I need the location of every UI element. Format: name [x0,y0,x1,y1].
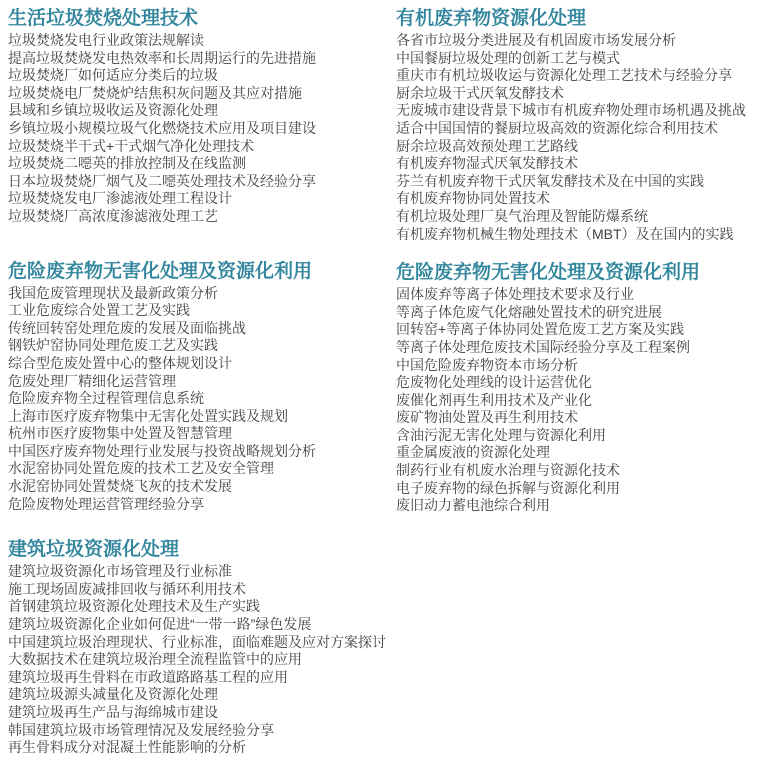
section-title: 危险废弃物无害化处理及资源化利用 [8,260,313,282]
topic-item: 县域和乡镇垃圾收运及资源化处理 [8,102,218,119]
topic-item: 回转窑+等离子体协同处置危废工艺方案及实践 [396,321,685,338]
topic-item: 重庆市有机垃圾收运与资源化处理工艺技术与经验分享 [396,67,732,84]
topic-item: 无废城市建设背景下城市有机废弃物处理市场机遇及挑战 [396,102,746,119]
topic-section [8,259,380,514]
topic-item: 制药行业有机废水治理与资源化技术 [396,462,620,479]
topic-item: 传统回转窑处理危废的发展及面临挑战 [8,319,246,336]
topic-item: 大数据技术在建筑垃圾治理全流程监管中的应用 [8,651,302,668]
topic-section [396,260,764,515]
topic-item: 有机废弃物机械生物处理技术（MBT）及在国内的实践 [396,225,734,242]
topic-item: 危险废弃物全过程管理信息系统 [8,390,204,407]
topic-item: 垃圾焚烧厂高浓度渗滤液处理工艺 [8,207,218,224]
topic-item: 有机废弃物协同处置技术 [396,190,550,207]
topic-item: 废旧动力蓄电池综合利用 [396,497,550,514]
topic-item: 水泥窑协同处置焚烧飞灰的技术发展 [8,478,232,495]
topic-item: 垃圾焚烧电厂焚烧炉结焦积灰问题及其应对措施 [8,84,302,101]
topic-item: 建筑垃圾再生骨料在市政道路路基工程的应用 [8,668,288,685]
topic-item: 综合型危废处置中心的整体规划设计 [8,354,232,371]
topic-item: 电子废弃物的绿色拆解与资源化利用 [396,479,620,496]
topic-item: 含油污泥无害化处理与资源化利用 [396,426,606,443]
topic-section [396,6,764,243]
topic-item: 危废处理厂精细化运营管理 [8,372,176,389]
topic-item: 中国危险废弃物资本市场分析 [396,356,578,373]
topic-item: 垃圾焚烧厂如何适应分类后的垃圾 [8,67,218,84]
topic-item: 中国医疗废弃物处理行业发展与投资战略规划分析 [8,442,316,459]
topic-item: 各省市垃圾分类进展及有机固废市场发展分析 [396,32,676,48]
topic-item: 固体废弃等离子体处理技术要求及行业 [396,286,634,303]
topic-list [8,563,386,757]
topic-item: 工业危废综合处置工艺及实践 [8,302,190,319]
topic-item: 废矿物油处置及再生利用技术 [396,409,578,426]
right-column [384,0,768,765]
topic-item: 等离子体处理危废技术国际经验分享及工程案例 [396,338,690,355]
section-title: 有机废弃物资源化处理 [396,8,587,29]
topic-list [396,32,764,243]
topic-section [8,6,380,226]
topic-item: 钢铁炉窑协同处理危废工艺及实践 [8,337,218,354]
topic-item: 等离子体危废气化熔融处置技术的研究进展 [396,303,662,320]
topic-item: 首钢建筑垃圾资源化处理技术及生产实践 [8,598,260,615]
topic-item: 厨余垃圾高效预处理工艺路线 [396,137,578,154]
topic-item: 建筑垃圾再生产品与海绵城市建设 [8,704,218,720]
topic-item: 垃圾焚烧二噁英的排放控制及在线监测 [8,155,246,172]
topic-section [8,537,386,757]
topic-list [8,32,380,226]
topic-item: 有机垃圾处理厂臭气治理及智能防爆系统 [396,207,648,224]
topic-item: 建筑垃圾资源化市场管理及行业标准 [8,563,232,580]
topic-list [396,286,764,515]
topic-item: 垃圾焚烧发电厂渗滤液处理工程设计 [8,190,232,207]
topic-item: 中国餐厨垃圾处理的创新工艺与模式 [396,49,620,66]
topic-item: 建筑垃圾资源化企业如何促进“一带一路”绿色发展 [8,616,312,633]
topic-list [8,285,380,514]
topic-item: 日本垃圾焚烧厂烟气及二噁英处理技术及经验分享 [8,172,316,189]
topic-item: 废催化剂再生利用技术及产业化 [396,391,592,408]
topic-item: 危废物化处理线的设计运营优化 [396,374,592,391]
topic-item: 芬兰有机废弃物干式厌氧发酵技术及在中国的实践 [396,172,704,189]
topic-item: 上海市医疗废弃物集中无害化处置实践及规划 [8,407,288,424]
topic-item: 乡镇垃圾小规模垃圾气化燃烧技术应用及项目建设 [8,119,316,136]
topic-item: 韩国建筑垃圾市场管理情况及发展经验分享 [8,721,274,738]
topic-item: 重金属废液的资源化处理 [396,444,550,461]
topic-item: 我国危废管理现状及最新政策分析 [8,284,218,301]
topic-item: 中国建筑垃圾治理现状、行业标准，面临难题及应对方案探讨 [8,633,386,650]
topic-item: 适合中国国情的餐厨垃圾高效的资源化综合利用技术 [396,119,718,136]
topic-item: 提高垃圾焚烧发电热效率和长周期运行的先进措施 [8,49,316,66]
topic-item: 再生骨料成分对混凝土性能影响的分析 [8,739,246,756]
section-title: 建筑垃圾资源化处理 [8,539,180,561]
topic-item: 危险废物处理运营管理经验分享 [8,495,204,512]
section-title: 生活垃圾焚烧处理技术 [8,8,199,29]
topic-item: 杭州市医疗废物集中处置及智慧管理 [8,425,232,442]
section-title: 危险废弃物无害化处理及资源化利用 [396,262,701,284]
topic-item: 建筑垃圾源头减量化及资源化处理 [8,686,218,703]
topic-item: 垃圾焚烧半干式+干式烟气净化处理技术 [8,137,255,154]
topic-item: 厨余垃圾干式厌氧发酵技术 [396,84,564,101]
topic-item: 有机废弃物湿式厌氧发酵技术 [396,155,578,172]
topic-item: 水泥窑协同处置危废的技术工艺及安全管理 [8,460,274,477]
topic-item: 施工现场固废减排回收与循环利用技术 [8,580,246,597]
topic-item: 垃圾焚烧发电行业政策法规解读 [8,32,204,48]
